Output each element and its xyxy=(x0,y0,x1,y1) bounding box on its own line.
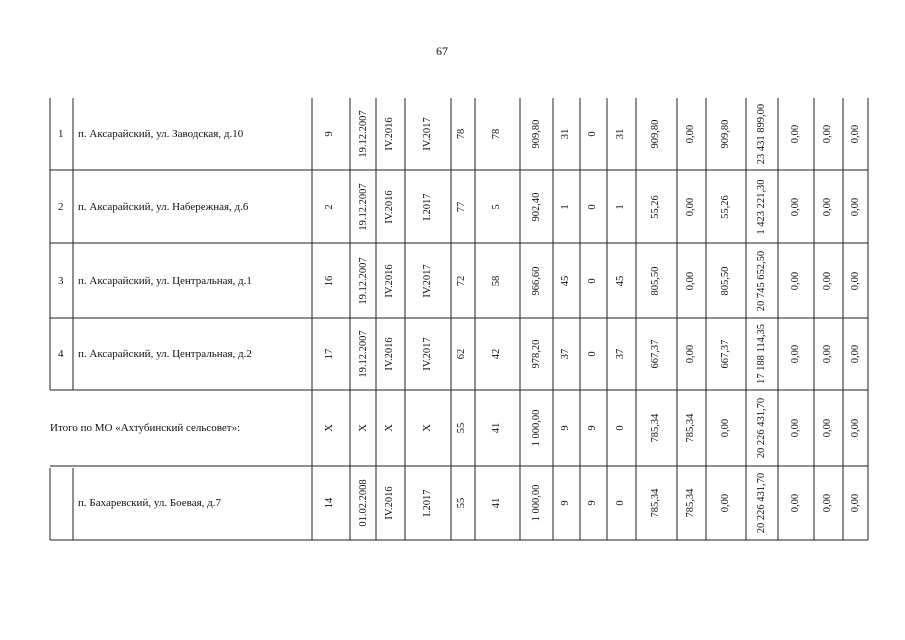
table-cell: 31 xyxy=(560,128,571,140)
table-cell: 55 xyxy=(456,422,467,434)
table-cell: 78 xyxy=(491,128,502,140)
table-cell: 0,00 xyxy=(822,418,833,438)
table-cell: 0,00 xyxy=(685,197,696,217)
table-cell: 0 xyxy=(587,351,598,357)
table-cell: X xyxy=(422,424,433,432)
table-cell: IV.2017 xyxy=(422,264,433,298)
table-cell: 62 xyxy=(456,348,467,360)
table-cell: 0 xyxy=(615,425,626,431)
table-cell: 1 000,00 xyxy=(531,409,542,447)
table-cell: 1 xyxy=(615,204,626,210)
table-cell: I.2017 xyxy=(422,193,433,221)
table-cell: IV.2016 xyxy=(384,117,395,151)
table-cell: 0,00 xyxy=(790,197,801,217)
table-cell: 9 xyxy=(560,425,571,431)
table-cell: 19.12.2007 xyxy=(358,257,369,305)
table-cell: 785,34 xyxy=(650,488,661,518)
table-cell: 5 xyxy=(491,204,502,210)
table-cell: IV.2016 xyxy=(384,190,395,224)
table-cell: IV.2017 xyxy=(422,117,433,151)
table-cell: 45 xyxy=(615,275,626,287)
table-cell: 0 xyxy=(615,500,626,506)
table-cell: 9 xyxy=(587,425,598,431)
table-cell: 55,26 xyxy=(650,195,661,219)
table-cell: 0 xyxy=(587,278,598,284)
table-cell: 19.12.2007 xyxy=(358,183,369,231)
table-cell: 0,00 xyxy=(790,124,801,144)
table-cell: 785,34 xyxy=(685,413,696,443)
table-cell: 0 xyxy=(587,204,598,210)
table-cell: 978,20 xyxy=(531,339,542,369)
table-cell: 55,26 xyxy=(720,195,731,219)
address-cell: п. Аксарайский, ул. Набережная, д.6 xyxy=(78,201,249,213)
table-cell: X xyxy=(324,424,335,432)
table-cell: 77 xyxy=(456,201,467,213)
table-cell: 31 xyxy=(615,128,626,140)
table-cell: X xyxy=(384,424,395,432)
table-cell: 0,00 xyxy=(685,344,696,364)
table-cell: 805,50 xyxy=(720,266,731,296)
table-cell: 72 xyxy=(456,275,467,287)
table-cell: 19.12.2007 xyxy=(358,110,369,158)
table-cell: 0,00 xyxy=(790,418,801,438)
table-cell: IV.2016 xyxy=(384,486,395,520)
table-cell: IV.2016 xyxy=(384,337,395,371)
table-cell: 0,00 xyxy=(850,124,861,144)
table-cell: 41 xyxy=(491,422,502,434)
table-cell: 966,60 xyxy=(531,266,542,296)
table-cell: 2 xyxy=(324,204,335,210)
table-cell: 20 745 652,50 xyxy=(756,250,767,312)
table-cell: 1 000,00 xyxy=(531,484,542,522)
table-cell: 0,00 xyxy=(720,493,731,513)
table-cell: 1 xyxy=(560,204,571,210)
table-cell: 909,80 xyxy=(531,119,542,149)
total-label: Итого по МО «Ахтубинский сельсовет»: xyxy=(50,422,241,434)
table-cell: 667,37 xyxy=(650,339,661,369)
table-cell: 78 xyxy=(456,128,467,140)
table-cell: 0,00 xyxy=(850,197,861,217)
table-cell: 0,00 xyxy=(790,493,801,513)
table-cell: 19.12.2007 xyxy=(358,330,369,378)
table-cell: 23 431 899,00 xyxy=(756,103,767,165)
table-cell: 20 226 431,70 xyxy=(756,397,767,459)
table-cell: 805,50 xyxy=(650,266,661,296)
table-cell: 0,00 xyxy=(790,271,801,291)
table-cell: 0 xyxy=(587,131,598,137)
address-cell: п. Аксарайский, ул. Центральная, д.1 xyxy=(78,275,252,287)
table-cell: 41 xyxy=(491,497,502,509)
table-cell: 16 xyxy=(324,275,335,287)
table-cell: 45 xyxy=(560,275,571,287)
table-cell: I.2017 xyxy=(422,489,433,517)
table-cell: 667,37 xyxy=(720,339,731,369)
table-cell: IV.2017 xyxy=(422,337,433,371)
table-cell: 0,00 xyxy=(822,344,833,364)
table-cell: 17 188 114,35 xyxy=(756,324,767,384)
table-cell: 9 xyxy=(587,500,598,506)
table-cell: 0,00 xyxy=(822,271,833,291)
row-number: 3 xyxy=(58,275,64,287)
table-cell: 01.02.2008 xyxy=(358,479,369,527)
table-cell: 0,00 xyxy=(822,124,833,144)
row-number: 4 xyxy=(58,348,64,360)
table-cell: 58 xyxy=(491,275,502,287)
table-cell: 0,00 xyxy=(720,418,731,438)
table-cell: 20 226 431,70 xyxy=(756,472,767,534)
table-cell: 9 xyxy=(560,500,571,506)
table-cell: 909,80 xyxy=(720,119,731,149)
table-cell: 37 xyxy=(560,348,571,360)
table-cell: 0,00 xyxy=(850,493,861,513)
table-cell: 0,00 xyxy=(850,344,861,364)
table-cell: 0,00 xyxy=(850,418,861,438)
address-cell: п. Аксарайский, ул. Центральная, д.2 xyxy=(78,348,252,360)
row-number: 2 xyxy=(58,201,64,213)
table-cell: 0,00 xyxy=(790,344,801,364)
table-cell: 909,80 xyxy=(650,119,661,149)
table-cell: 14 xyxy=(324,497,335,509)
table-cell: 785,34 xyxy=(650,413,661,443)
page-number: 67 xyxy=(436,44,448,58)
table-cell: 785,34 xyxy=(685,488,696,518)
table-cell: 9 xyxy=(324,131,335,137)
table-cell: 0,00 xyxy=(850,271,861,291)
table-cell: X xyxy=(358,424,369,432)
table-cell: 42 xyxy=(491,348,502,360)
table-cell: 0,00 xyxy=(822,493,833,513)
table-cell: IV.2016 xyxy=(384,264,395,298)
row-number: 1 xyxy=(58,128,64,140)
table-cell: 55 xyxy=(456,497,467,509)
table-cell: 37 xyxy=(615,348,626,360)
address-cell: п. Бахаревский, ул. Боевая, д.7 xyxy=(78,497,222,509)
table-cell: 0,00 xyxy=(822,197,833,217)
address-cell: п. Аксарайский, ул. Заводская, д.10 xyxy=(78,128,244,140)
table-cell: 0,00 xyxy=(685,124,696,144)
table-cell: 902,40 xyxy=(531,192,542,222)
table-cell: 1 423 221,30 xyxy=(756,179,767,235)
table-cell: 0,00 xyxy=(685,271,696,291)
table-cell: 17 xyxy=(324,348,335,360)
